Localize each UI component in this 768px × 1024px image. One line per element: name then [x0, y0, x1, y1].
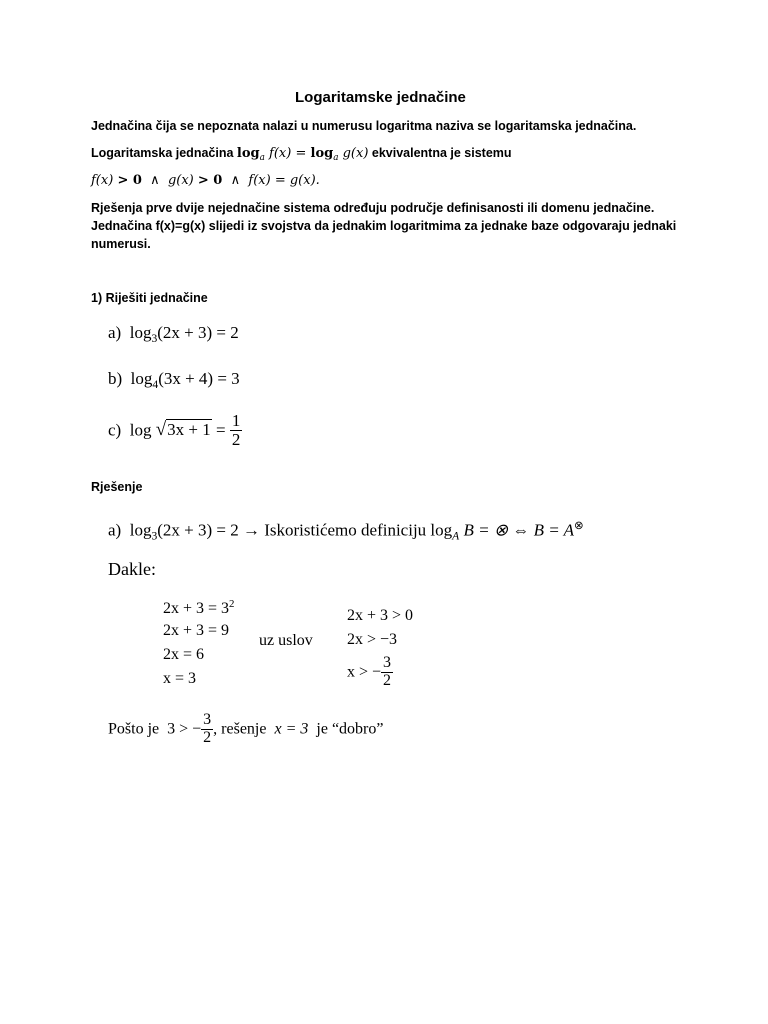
task-b: [108, 369, 240, 391]
step-1-exponent: 2: [229, 598, 235, 610]
definition-rest: B = ⊗ ⇔ B = A: [463, 520, 575, 540]
solution-a-line: [108, 518, 584, 542]
task-b-base: 4: [152, 378, 159, 392]
cond-f-op: > 0: [117, 173, 142, 188]
sqrt-symbol: √3x + 1: [155, 419, 211, 441]
conclusion-numerator: 3: [203, 711, 212, 728]
conclusion-prefix: Pošto je: [108, 720, 160, 738]
solution-a-label: a): [108, 520, 122, 540]
definition-log: log: [430, 520, 453, 540]
task-a: [108, 323, 239, 345]
definition-base: A: [452, 529, 460, 543]
solution-a-base: 3: [151, 529, 158, 543]
task-a-label: a): [108, 323, 122, 342]
condition-3: [347, 655, 393, 690]
step-3: 2x = 6: [163, 646, 205, 663]
lhs-log: log: [236, 146, 260, 161]
step-4: x = 3: [163, 670, 197, 687]
condition-3-numerator: 3: [383, 654, 392, 671]
system-formula: [91, 173, 320, 188]
task-c-fraction: [230, 412, 243, 449]
lhs-base: a: [259, 153, 265, 164]
task-a-arg: (2x + 3) = 2: [157, 323, 239, 342]
task-c-radicand: 3x + 1: [167, 420, 211, 440]
task-c-log: log: [129, 420, 152, 440]
condition-3-fraction: [381, 655, 393, 690]
and-symbol: ∧: [150, 173, 160, 188]
solution-heading: Rješenje: [91, 480, 143, 494]
conclusion-resenje: , rešenje: [213, 720, 267, 738]
task-a-log: log: [129, 323, 152, 342]
cond-g-op: > 0: [197, 173, 223, 188]
equivalence-formula: [236, 146, 369, 164]
solution-a-eq: (2x + 3) = 2 → Iskoristićemo definiciju: [157, 520, 427, 540]
task-heading: 1) Riješiti jednačine: [91, 291, 208, 305]
definition-sup: ⊗: [574, 519, 584, 532]
step-2: 2x + 3 = 9: [163, 622, 230, 639]
rhs-arg: g(x): [342, 146, 369, 161]
and-symbol: ∧: [230, 173, 241, 188]
condition-2: 2x > −3: [347, 631, 398, 648]
page-title: Logaritamske jednačine: [295, 89, 466, 106]
cond-f: f(x): [91, 173, 114, 188]
conclusion-inequality: 3 > −: [167, 720, 202, 738]
conclusion-x: x = 3: [274, 720, 309, 738]
step-1: [163, 598, 234, 618]
equivalence-prefix: Logaritamska jednačina: [91, 146, 234, 160]
task-c: [108, 412, 242, 449]
explanation-line-1: Rješenja prve dvije nejednačine sistema određuju područje definisanosti ili domenu jednačine.: [91, 201, 655, 215]
explanation-line-3: numerusi.: [91, 237, 151, 251]
task-b-log: log: [130, 369, 153, 388]
explanation-line-2: Jednačina f(x)=g(x) slijedi iz svojstva da jednakim logaritmima za jednake baze odgovaraju jednaki: [91, 219, 677, 233]
task-b-label: b): [108, 369, 123, 388]
dakle-label: Dakle:: [108, 559, 156, 579]
task-b-arg: (3x + 4) = 3: [158, 369, 240, 388]
condition-1: 2x + 3 > 0: [347, 607, 414, 624]
rhs-log: log: [310, 146, 334, 161]
task-a-base: 3: [151, 332, 158, 346]
conclusion-line: [108, 712, 383, 747]
rhs-base: a: [333, 153, 339, 164]
equivalence-line: [91, 146, 512, 163]
cond-equal: f(x) = g(x).: [248, 173, 320, 188]
cond-g: g(x): [167, 173, 194, 188]
task-c-numerator: 1: [231, 411, 241, 430]
task-c-denominator: 2: [231, 429, 241, 449]
equals-sign: =: [295, 146, 307, 161]
condition-3-prefix: x > −: [347, 663, 382, 681]
conclusion-fraction: [201, 712, 213, 747]
conclusion-denominator: 2: [203, 728, 212, 746]
definition-text: Jednačina čija se nepoznata nalazi u numerusu logaritma naziva se logaritamska jednačina.: [91, 119, 637, 133]
equivalence-suffix: ekvivalentna je sistemu: [371, 146, 512, 160]
uz-uslov-label: uz uslov: [259, 632, 313, 649]
task-c-equals: =: [215, 420, 226, 440]
step-1-text: 2x + 3 = 3: [163, 599, 230, 617]
condition-3-denominator: 2: [383, 671, 392, 689]
lhs-arg: f(x): [269, 146, 292, 161]
task-c-label: c): [108, 420, 122, 440]
conclusion-end: je “dobro”: [316, 720, 384, 738]
solution-a-log: log: [129, 520, 152, 540]
